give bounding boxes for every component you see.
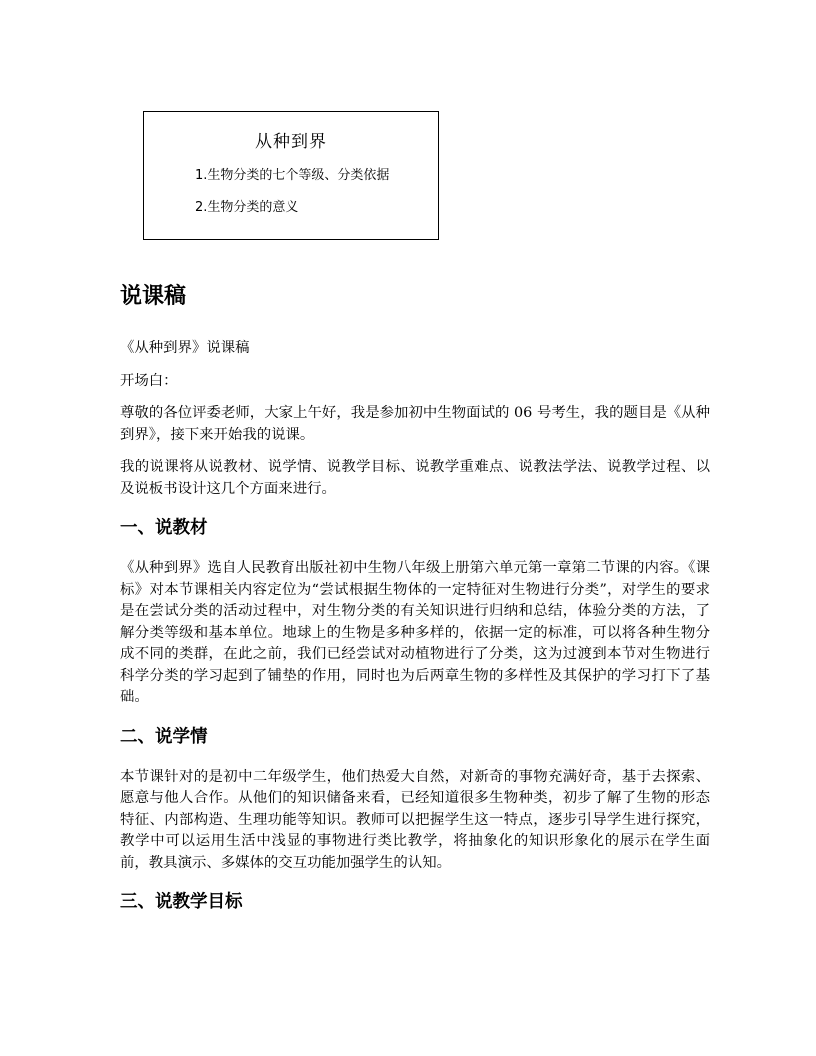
intro-paragraph-1: 尊敬的各位评委老师，大家上午好，我是参加初中生物面试的 06 号考生，我的题目是《从种到界》，接下来开始我的说课。 xyxy=(120,405,710,443)
document-subtitle: 《从种到界》说课稿 xyxy=(120,340,250,356)
section-heading-objectives: 三、说教学目标 xyxy=(120,892,243,912)
slide-item-2: 2.生物分类的意义 xyxy=(195,200,299,215)
slide-thumbnail xyxy=(143,111,439,240)
section-body-students: 本节课针对的是初中二年级学生，他们热爱大自然，对新奇的事物充满好奇，基于去探索、愿意与他人合作。从他们的知识储备来看，已经知道很多生物种类，初步了解了生物的形态特征、内部构造、生理功能等知识。教师可以把握学生这一特点，逐步引导学生进行探究，教学中可以运用生活中浅显的事物进行类比教学，将抽象化的知识形象化的展示在学生面前，教具演示、多媒体的交互功能加强学生的认知。 xyxy=(120,768,710,871)
document-title: 说课稿 xyxy=(120,284,187,309)
document-body xyxy=(120,282,710,932)
slide-title: 从种到界 xyxy=(255,132,327,152)
section-body-textbook: 《从种到界》选自人民教育出版社初中生物八年级上册第六单元第一章第二节课的内容。《课标》对本节课相关内容定位为“尝试根据生物体的一定特征对生物进行分类”，对学生的要求是在尝试分类的活动过程中，对生物分类的有关知识进行归纳和总结，体验分类的方法，了解分类等级和基本单位。地球上的生物是多种多样的，依据一定的标准，可以将各种生物分成不同的类群，在此之前，我们已经尝试对动植物进行了分类，这为过渡到本节对生物进行科学分类的学习起到了铺垫的作用，同时也为后两章生物的多样性及其保护的学习打下了基础。 xyxy=(120,560,710,705)
section-heading-students: 二、说学情 xyxy=(120,726,208,747)
section-heading-textbook: 一、说教材 xyxy=(120,518,208,538)
slide-item-1: 1.生物分类的七个等级、分类依据 xyxy=(195,168,390,183)
opening-label: 开场白： xyxy=(120,372,178,389)
intro-paragraph-2: 我的说课将从说教材、说学情、说教学目标、说教学重难点、说教法学法、说教学过程、以及说板书设计这几个方面来进行。 xyxy=(120,459,710,497)
